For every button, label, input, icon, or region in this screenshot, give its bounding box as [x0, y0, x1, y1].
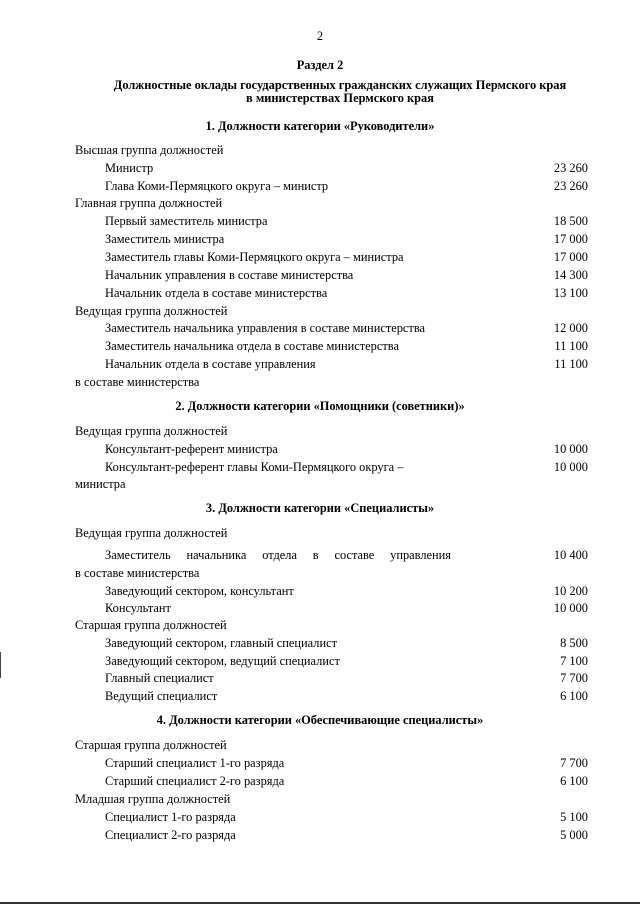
category-heading-1: 1. Должности категории «Руководители»	[205, 119, 435, 133]
label-word: составе	[334, 548, 375, 562]
salary-value: 12 000	[553, 321, 588, 335]
salary-value: 10 000	[553, 460, 588, 474]
group-label: Ведущая группа должностей	[75, 526, 228, 540]
position-label: Старший специалист 2-го разряда	[105, 774, 285, 788]
salary-row	[0, 459, 640, 475]
group-label: Старшая группа должностей	[75, 738, 227, 752]
position-label: Специалист 1-го разряда	[105, 810, 236, 824]
salary-row	[0, 635, 640, 651]
salary-row	[0, 688, 640, 704]
scan-bottom-edge	[0, 902, 640, 904]
salary-value: 23 260	[553, 179, 588, 193]
salary-value: 17 000	[553, 232, 588, 246]
position-label: Главный специалист	[105, 671, 214, 685]
salary-row-continuation	[0, 374, 640, 390]
salary-row	[0, 338, 640, 354]
salary-row	[0, 827, 640, 843]
salary-row	[0, 285, 640, 301]
salary-value: 5 100	[560, 810, 588, 824]
group-label: Младшая группа должностей	[75, 792, 231, 806]
salary-row	[0, 653, 640, 669]
group-heading	[0, 142, 640, 158]
position-label: Начальник управления в составе министерства	[105, 268, 354, 282]
salary-row	[0, 178, 640, 194]
salary-row	[0, 320, 640, 336]
category-heading-3: 3. Должности категории «Специалисты»	[205, 501, 435, 515]
scan-edge-mark	[0, 652, 1, 678]
position-label-continuation: в составе министерства	[75, 566, 200, 580]
salary-value: 10 000	[553, 442, 588, 456]
salary-row	[0, 547, 640, 563]
position-label: Заведующий сектором, консультант	[105, 584, 294, 598]
salary-row	[0, 755, 640, 771]
salary-row-continuation	[0, 565, 640, 581]
salary-value: 13 100	[553, 286, 588, 300]
salary-value: 7 100	[560, 654, 588, 668]
section-title: Раздел 2	[296, 58, 344, 72]
salary-value: 7 700	[560, 756, 588, 770]
salary-value: 23 260	[553, 161, 588, 175]
salary-value: 11 100	[554, 339, 588, 353]
category-heading-4: 4. Должности категории «Обеспечивающие специалисты»	[156, 713, 484, 727]
salary-value: 14 300	[553, 268, 588, 282]
group-label: Ведущая группа должностей	[75, 424, 228, 438]
salary-value: 6 100	[560, 774, 588, 788]
position-label: Заместитель начальника отдела в составе министерства	[105, 339, 399, 353]
group-heading	[0, 617, 640, 633]
salary-row-continuation	[0, 476, 640, 492]
group-label: Старшая группа должностей	[75, 618, 227, 632]
salary-value: 10 400	[553, 548, 588, 562]
position-label: Заведующий сектором, ведущий специалист	[105, 654, 340, 668]
group-heading	[0, 423, 640, 439]
position-label: Старший специалист 1-го разряда	[105, 756, 285, 770]
salary-row	[0, 231, 640, 247]
position-label: Консультант	[105, 601, 171, 615]
salary-row	[0, 600, 640, 616]
salary-value: 11 100	[554, 357, 588, 371]
salary-value: 8 500	[560, 636, 588, 650]
label-word: Заместитель	[105, 548, 171, 562]
position-label: Консультант-референт министра	[105, 442, 278, 456]
salary-value: 18 500	[553, 214, 588, 228]
salary-value: 17 000	[553, 250, 588, 264]
group-heading	[0, 303, 640, 319]
label-word: начальника	[186, 548, 247, 562]
position-label: Начальник отдела в составе министерства	[105, 286, 328, 300]
position-label: Заведующий сектором, главный специалист	[105, 636, 338, 650]
position-label: Заместитель министра	[105, 232, 225, 246]
group-label: Главная группа должностей	[75, 196, 223, 210]
title-line-2: в министерствах Пермского края	[246, 91, 434, 105]
salary-value: 10 000	[553, 601, 588, 615]
label-word: отдела	[262, 548, 297, 562]
salary-row	[0, 670, 640, 686]
page-number: 2	[316, 29, 324, 43]
position-label: Заместитель главы Коми-Пермяцкого округа – министра	[105, 250, 404, 264]
position-label: Специалист 2-го разряда	[105, 828, 236, 842]
group-label: Ведущая группа должностей	[75, 304, 228, 318]
group-heading	[0, 791, 640, 807]
position-label-continuation: министра	[75, 477, 126, 491]
salary-row	[0, 249, 640, 265]
salary-row	[0, 356, 640, 372]
position-label: Ведущий специалист	[105, 689, 218, 703]
salary-row	[0, 160, 640, 176]
position-label: Заместитель начальника управления в составе министерства	[105, 321, 426, 335]
label-word: в	[312, 548, 319, 562]
position-label-continuation: в составе министерства	[75, 375, 200, 389]
document-title	[70, 79, 610, 105]
salary-row	[0, 809, 640, 825]
group-heading	[0, 737, 640, 753]
group-label: Высшая группа должностей	[75, 143, 224, 157]
salary-value: 5 000	[560, 828, 588, 842]
salary-row	[0, 583, 640, 599]
salary-row	[0, 267, 640, 283]
salary-row	[0, 441, 640, 457]
salary-row	[0, 213, 640, 229]
position-label	[105, 547, 451, 563]
salary-value: 7 700	[560, 671, 588, 685]
category-heading-2: 2. Должности категории «Помощники (советники)»	[175, 399, 465, 413]
group-heading	[0, 525, 640, 541]
salary-value: 10 200	[553, 584, 588, 598]
position-label: Начальник отдела в составе управления	[105, 357, 316, 371]
position-label: Консультант-референт главы Коми-Пермяцкого округа –	[105, 460, 404, 474]
salary-value: 6 100	[560, 689, 588, 703]
label-word: управления	[390, 548, 451, 562]
title-line-1: Должностные оклады государственных гражданских служащих Пермского края	[113, 78, 567, 92]
group-heading	[0, 195, 640, 211]
position-label: Первый заместитель министра	[105, 214, 268, 228]
position-label: Министр	[105, 161, 154, 175]
salary-row	[0, 773, 640, 789]
position-label: Глава Коми-Пермяцкого округа – министр	[105, 179, 329, 193]
